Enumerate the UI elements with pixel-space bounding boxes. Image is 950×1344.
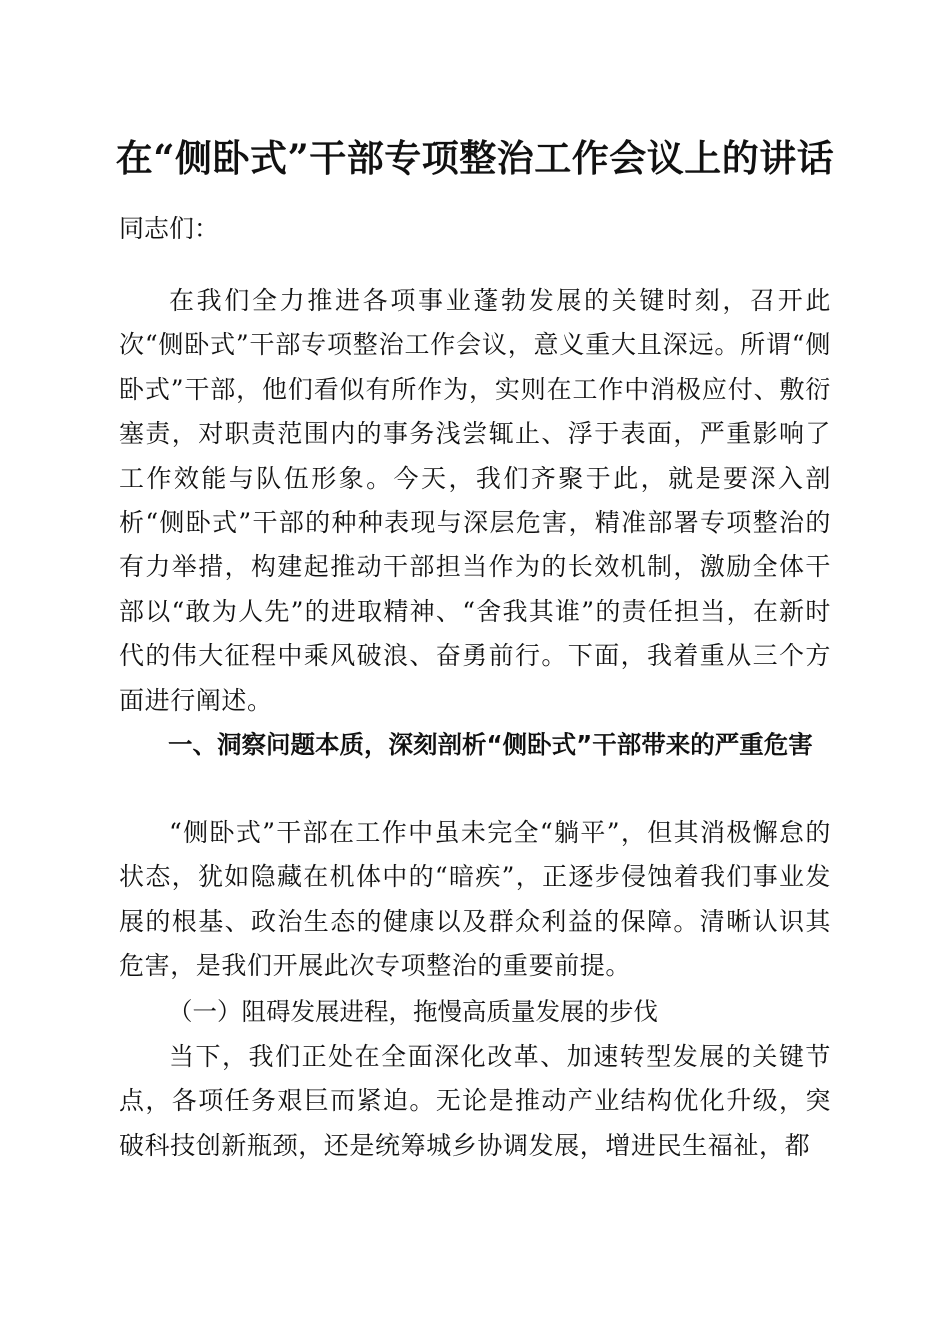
section-heading-1: 一、洞察问题本质，深刻剖析“侧卧式”干部带来的严重危害	[168, 730, 813, 759]
subsection-heading-1: （一）阻碍发展进程，拖慢高质量发展的步伐	[168, 997, 658, 1026]
section-1-paragraph: “侧卧式”干部在工作中虽未完全“躺平”，但其消极懈怠的状态，犹如隐藏在机体中的“暗疾”，正逐步侵蚀着我们事业发展的根基、政治生态的健康以及群众利益的保障。清晰认识其危害，是我们开展此次专项整治的重要前提。	[119, 818, 831, 981]
subsection-1-paragraph: 当下，我们正处在全面深化改革、加速转型发展的关键节点，各项任务艰巨而紧迫。无论是推动产业结构优化升级，突破科技创新瓶颈，还是统筹城乡协调发展，增进民生福祉，都	[119, 1042, 831, 1160]
intro-paragraph: 在我们全力推进各项事业蓬勃发展的关键时刻，召开此次“侧卧式”干部专项整治工作会议，意义重大且深远。所谓“侧卧式”干部，他们看似有所作为，实则在工作中消极应付、敷衍塞责，对职责范围内的事务浅尝辄止、浮于表面，严重影响了工作效能与队伍形象。今天，我们齐聚于此，就是要深入剖析“侧卧式”干部的种种表现与深层危害，精准部署专项整治的有力举措，构建起推动干部担当作为的长效机制，激励全体干部以“敢为人先”的进取精神、“舍我其谁”的责任担当，在新时代的伟大征程中乘风破浪、奋勇前行。下面，我着重从三个方面进行阐述。	[119, 286, 831, 715]
document-title: 在“侧卧式”干部专项整治工作会议上的讲话	[115, 136, 835, 180]
greeting: 同志们：	[119, 214, 220, 243]
